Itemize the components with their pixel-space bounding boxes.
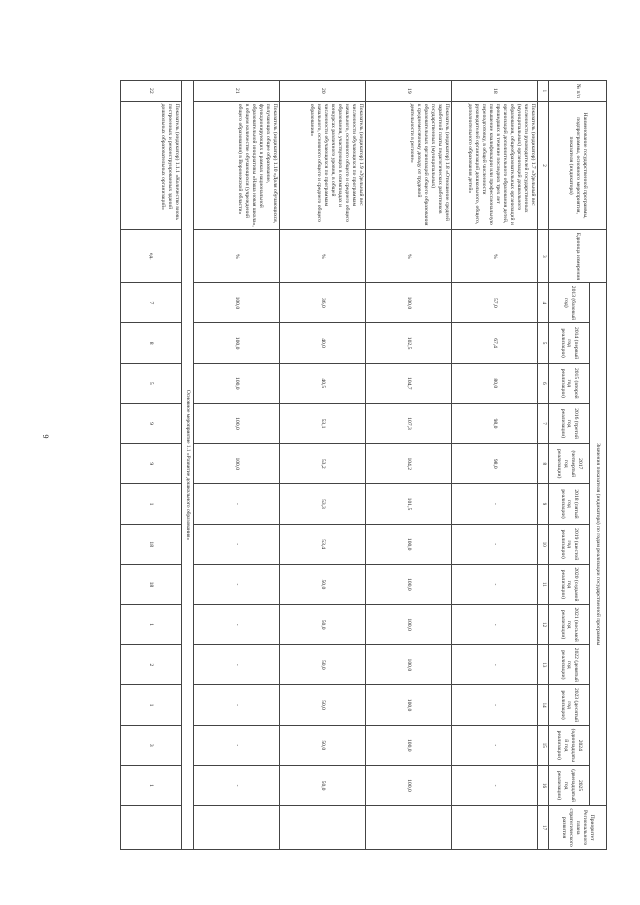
value-cell: 100,0	[366, 605, 452, 645]
value-cell: -	[194, 725, 280, 765]
value-cell: 102,5	[366, 323, 452, 363]
value-cell: 50,0	[280, 685, 366, 725]
column-number: 4	[538, 283, 549, 323]
value-cell: 67,4	[452, 323, 538, 363]
header-year: 2013 (базовый год)	[549, 283, 590, 323]
value-cell: 1	[121, 484, 182, 524]
value-cell: 80,0	[452, 363, 538, 403]
value-cell: 100,0	[366, 283, 452, 323]
header-year: 2024 (одиннадцатый год реализации)	[549, 725, 590, 765]
table-row	[452, 81, 538, 850]
header-year: 2019 (шестой год реализации)	[549, 524, 590, 564]
value-cell: 18	[121, 564, 182, 604]
header-regional: Приоритет Регионального плана стратегического развития	[549, 806, 607, 850]
table-row	[194, 81, 280, 850]
value-cell: -	[452, 645, 538, 685]
regional-cell	[366, 806, 452, 850]
row-number: 19	[366, 81, 452, 102]
column-number: 15	[538, 725, 549, 765]
column-number: 14	[538, 685, 549, 725]
column-number: 8	[538, 444, 549, 484]
table-row	[366, 81, 452, 850]
value-cell: 9	[121, 403, 182, 443]
row-number: 21	[194, 81, 280, 102]
value-cell: -	[194, 765, 280, 805]
value-cell: 100,0	[194, 363, 280, 403]
value-cell: -	[452, 765, 538, 805]
regional-cell	[280, 806, 366, 850]
column-number: 9	[538, 484, 549, 524]
value-cell: 100,0	[366, 725, 452, 765]
header-year: 2016 (третий год реализации)	[549, 403, 590, 443]
indicator-name: Показатель (индикатор) 1.7 «Удельный вес численности руководителей государственных (муниципальных) организаций дошкольного образования, общеобразовательных организаций и организаций дополнительного образования детей, прошедших в течение последних трех лет повышение квалификации или профессиональную переподготовку, в общей численности руководителей организаций дошкольного, общего, дополнительного образования детей»	[452, 101, 538, 230]
value-cell: 5	[121, 363, 182, 403]
value-cell: 1	[121, 685, 182, 725]
column-number: 6	[538, 363, 549, 403]
value-cell: -	[194, 524, 280, 564]
value-cell: 100,0	[366, 765, 452, 805]
value-cell: -	[452, 685, 538, 725]
header-year: 2014 (первый год реализации)	[549, 323, 590, 363]
value-cell: 98,0	[452, 444, 538, 484]
header-year: 2021 (восьмой год реализации)	[549, 605, 590, 645]
value-cell: -	[452, 564, 538, 604]
value-cell: -	[452, 605, 538, 645]
value-cell: -	[452, 725, 538, 765]
value-cell: 53,1	[280, 403, 366, 443]
header-unit: Единица измерения	[549, 230, 607, 283]
unit-cell: %	[366, 230, 452, 283]
header-name: Наименование государственной программы, подпрограммы, основного мероприятия, показателя (индикатора)	[549, 101, 607, 230]
column-number: 1	[538, 81, 549, 102]
header-year: 2022 (девятый год реализации)	[549, 645, 590, 685]
value-cell: -	[194, 564, 280, 604]
regional-cell	[452, 806, 538, 850]
value-cell: 53,3	[280, 484, 366, 524]
column-number: 10	[538, 524, 549, 564]
value-cell: 1	[121, 605, 182, 645]
value-cell: -	[452, 524, 538, 564]
page-number: 6	[41, 434, 51, 439]
column-number: 11	[538, 564, 549, 604]
value-cell: -	[194, 685, 280, 725]
value-cell: 9	[121, 444, 182, 484]
header-year: 2017 (четвертый год реализации)	[549, 444, 590, 484]
header-num: № п/п	[549, 81, 607, 102]
section-label: Основное мероприятие 1.1 «Развитие дошкольного образования»	[182, 81, 194, 850]
value-cell: 98,0	[452, 403, 538, 443]
value-cell: 40,0	[280, 323, 366, 363]
value-cell: 57,0	[452, 283, 538, 323]
value-cell: 104,2	[366, 444, 452, 484]
header-year: 2023 (десятый год реализации)	[549, 685, 590, 725]
value-cell: 104,7	[366, 363, 452, 403]
value-cell: 2	[121, 645, 182, 685]
indicators-table	[120, 80, 607, 850]
value-cell: 1	[121, 765, 182, 805]
value-cell: 50,0	[280, 645, 366, 685]
column-number: 16	[538, 765, 549, 805]
column-number: 7	[538, 403, 549, 443]
header-year: 2020 (седьмой год реализации)	[549, 564, 590, 604]
value-cell: 100,0	[194, 283, 280, 323]
column-number: 12	[538, 605, 549, 645]
header-values-group: Значения показателя (индикатора) по годам реализации государственной программы	[590, 283, 607, 806]
column-number: 17	[538, 806, 549, 850]
indicator-name: Показатель (индикатор) 1.9 «Удельный вес численности обучающихся по программам начального, основного общего и среднего общего образования, участвующих в олимпиадах и конкурсах различного уровня, в общей численности обучающихся по программам начального, основного общего и среднего общего образования»	[280, 101, 366, 230]
regional-cell	[121, 806, 182, 850]
indicator-name: Показатель (индикатор) 1.10 «Доля обучающихся, получающих общее образование, функционирующих в рамках национальной образовательной инициативы «Наша новая школа», в общем количестве обучающихся (учреждений общего образования) в Воронежской области»	[194, 101, 280, 230]
column-number: 3	[538, 230, 549, 283]
value-cell: 18	[121, 524, 182, 564]
table-row	[121, 81, 182, 850]
row-number: 22	[121, 81, 182, 102]
value-cell: 3	[121, 725, 182, 765]
unit-cell: ед.	[121, 230, 182, 283]
column-number: 13	[538, 645, 549, 685]
value-cell: 107,3	[366, 403, 452, 443]
value-cell: 40,5	[280, 363, 366, 403]
column-number: 5	[538, 323, 549, 363]
value-cell: 8	[121, 323, 182, 363]
value-cell: 7	[121, 283, 182, 323]
document-page	[67, 80, 607, 850]
indicator-name: Показатель (индикатор) 1.8 «Отношение средней заработной платы педагогических работников государственных (муниципальных) образовательных организаций общего образования к среднемесячному доходу от трудовой деятельности в регионе»	[366, 101, 452, 230]
value-cell: 36,0	[280, 283, 366, 323]
value-cell: 50,0	[280, 564, 366, 604]
value-cell: -	[452, 484, 538, 524]
value-cell: 100,0	[194, 444, 280, 484]
header-year: 2025 (двенадцатый год реализации)	[549, 765, 590, 805]
table-row	[280, 81, 366, 850]
value-cell: 100,0	[366, 685, 452, 725]
value-cell: 50,0	[280, 725, 366, 765]
row-number: 18	[452, 81, 538, 102]
value-cell: 100,0	[366, 564, 452, 604]
value-cell: 100,0	[366, 645, 452, 685]
value-cell: 101,5	[366, 484, 452, 524]
value-cell: 100,0	[194, 403, 280, 443]
value-cell: -	[194, 605, 280, 645]
value-cell: 53,4	[280, 524, 366, 564]
row-number: 20	[280, 81, 366, 102]
header-year: 2015 (второй год реализации)	[549, 363, 590, 403]
unit-cell: %	[280, 230, 366, 283]
value-cell: 100,0	[194, 323, 280, 363]
value-cell: 50,0	[280, 765, 366, 805]
value-cell: 53,2	[280, 444, 366, 484]
unit-cell: %	[194, 230, 280, 283]
unit-cell: %	[452, 230, 538, 283]
value-cell: -	[194, 484, 280, 524]
value-cell: 100,0	[366, 524, 452, 564]
column-number: 2	[538, 101, 549, 230]
value-cell: -	[194, 645, 280, 685]
value-cell: 50,0	[280, 605, 366, 645]
indicator-name: Показатель (индикатор) 1.1.1 «Количество вновь построенных и реконструированных зданий дошкольных образовательных организаций»	[121, 101, 182, 230]
section-row	[182, 81, 194, 850]
regional-cell	[194, 806, 280, 850]
header-year: 2018 (пятый год реализации)	[549, 484, 590, 524]
